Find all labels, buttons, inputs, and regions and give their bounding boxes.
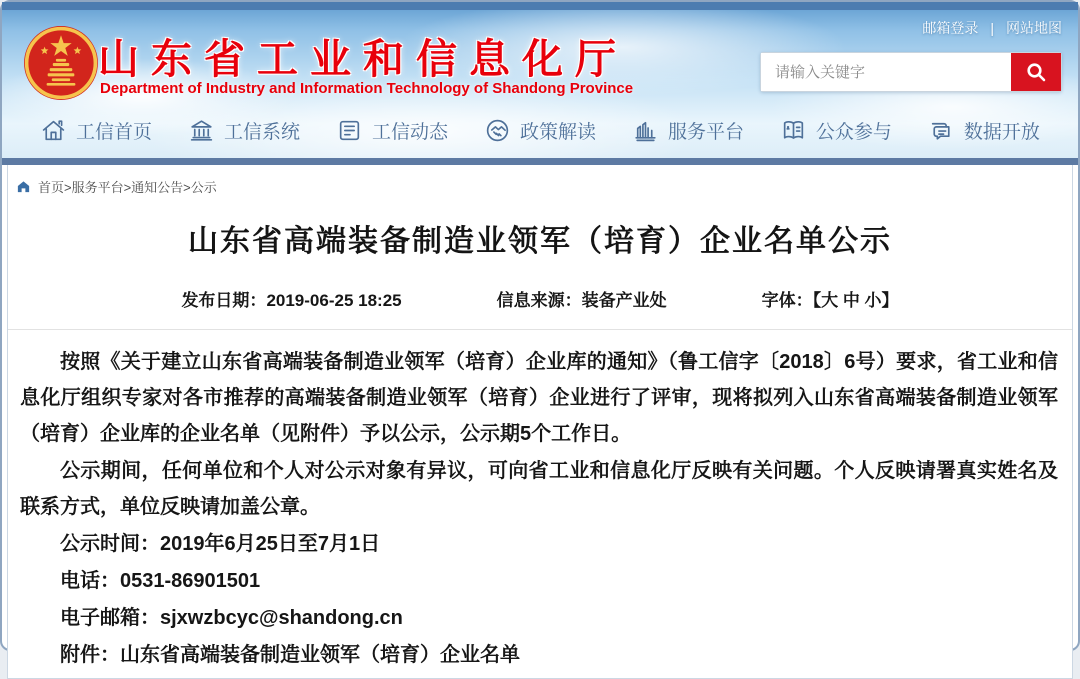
nav-item-label: 公众参与 xyxy=(815,121,892,143)
home-icon xyxy=(40,117,67,144)
breadcrumb-home-icon xyxy=(16,179,31,194)
nav-item-policy[interactable] xyxy=(484,117,596,144)
nav-item-home[interactable] xyxy=(40,117,152,144)
top-links xyxy=(922,18,1062,38)
article-paragraph: 公示时间：2019年6月25日至7月1日 xyxy=(60,533,381,555)
article-paragraph: 附件：山东省高端装备制造业领军（培育）企业名单 xyxy=(60,644,520,666)
news-icon xyxy=(336,117,363,144)
search-button[interactable] xyxy=(1011,53,1061,91)
article-body xyxy=(8,330,1072,673)
nav-item-label: 政策解读 xyxy=(519,121,596,143)
participation-icon xyxy=(780,117,807,144)
nav-item-label: 工信系统 xyxy=(223,121,300,143)
platform-icon xyxy=(632,117,659,144)
handshake-icon xyxy=(484,117,511,144)
breadcrumb xyxy=(8,165,1072,196)
search-icon xyxy=(1024,60,1048,84)
top-links-separator: | xyxy=(990,20,994,36)
article-paragraph: 公示期间，任何单位和个人对公示对象有异议，可向省工业和信息化厅反映有关问题。个人反映请署真实姓名及联系方式，单位反映请加盖公章。 xyxy=(20,460,1058,518)
mail-login-link[interactable]: 邮箱登录 xyxy=(922,20,979,36)
nav-item-news[interactable] xyxy=(336,117,448,144)
nav-item-data[interactable] xyxy=(928,117,1040,144)
info-source-value: 装备产业处 xyxy=(581,291,667,310)
site-map-link[interactable]: 网站地图 xyxy=(1006,20,1062,36)
article-paragraph: 电子邮箱：sjxwzbcyc@shandong.cn xyxy=(60,607,403,629)
breadcrumb-path[interactable]: 首页>服务平台>通知公告>公示 xyxy=(38,180,217,195)
nav-item-label: 工信首页 xyxy=(76,121,153,143)
data-icon xyxy=(928,117,955,144)
publish-date-value: 2019-06-25 18:25 xyxy=(266,291,402,310)
content-area xyxy=(7,165,1073,679)
search-input[interactable] xyxy=(761,53,1011,91)
font-size-options[interactable]: 【大 中 小】 xyxy=(812,291,899,310)
article-title: 山东省高端装备制造业领军（培育）企业名单公示 xyxy=(188,225,892,258)
nav-item-system[interactable] xyxy=(188,117,300,144)
font-size-label: 字体： xyxy=(761,291,813,310)
nav-item-label: 服务平台 xyxy=(667,121,744,143)
article-meta xyxy=(8,286,1072,330)
nav-item-label: 数据开放 xyxy=(963,121,1040,143)
header-banner xyxy=(2,2,1078,158)
font-size-control xyxy=(762,286,899,311)
nav-divider-bar xyxy=(2,158,1078,165)
info-source-label: 信息来源： xyxy=(496,291,582,310)
main-nav xyxy=(2,108,1078,152)
article-paragraph: 电话：0531-86901501 xyxy=(60,570,261,592)
publish-date-label: 发布日期： xyxy=(181,291,267,310)
nav-item-label: 工信动态 xyxy=(371,121,448,143)
article-paragraph: 按照《关于建立山东省高端装备制造业领军（培育）企业库的通知》（鲁工信字〔2018〕6号）要求，省工业和信息化厅组织专家对各市推荐的高端装备制造业领军（培育）企业进行了评审，现将拟列入山东省高端装备制造业领军（培育）企业库的企业名单（见附件）予以公示，公示期5个工作日。 xyxy=(20,351,1058,445)
site-title: 山东省工业和信息化厅 xyxy=(98,36,628,82)
nav-item-participation[interactable] xyxy=(780,117,892,144)
info-source xyxy=(497,286,667,311)
national-emblem-icon xyxy=(22,24,100,102)
search-box xyxy=(760,52,1062,92)
nav-item-service[interactable] xyxy=(632,117,744,144)
site-subtitle: Department of Industry and Information Technology of Shandong Province xyxy=(100,80,634,97)
top-strip xyxy=(2,2,1078,10)
publish-date xyxy=(181,286,401,311)
institution-icon xyxy=(188,117,215,144)
